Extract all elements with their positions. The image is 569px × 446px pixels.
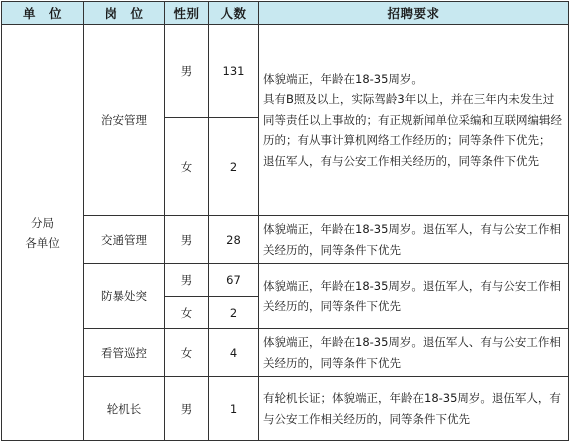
unit-line-1: 分局 bbox=[31, 215, 54, 230]
table-row bbox=[2, 264, 569, 297]
requirements-cell bbox=[259, 25, 569, 216]
gender-cell: 男 bbox=[165, 264, 209, 297]
count-cell: 28 bbox=[209, 216, 259, 264]
unit-line-2: 各单位 bbox=[25, 235, 60, 250]
header-count: 人数 bbox=[209, 2, 259, 25]
header-gender: 性别 bbox=[165, 2, 209, 25]
table-row bbox=[2, 377, 569, 441]
post-cell-traffic: 交通管理 bbox=[84, 216, 165, 264]
gender-cell: 男 bbox=[165, 25, 209, 118]
requirement-line: 具有B照及以上，实际驾龄3年以上，并在三年内未发生过同等责任以上事故的；有正规新闻单位采编和互联网编辑经历的；有从事计算机网络工作经历的；同等条件下优先； bbox=[263, 92, 562, 148]
header-unit: 单 位 bbox=[2, 2, 84, 25]
count-cell: 131 bbox=[209, 25, 259, 118]
recruitment-table bbox=[1, 1, 569, 441]
table-row bbox=[2, 329, 569, 377]
gender-cell: 男 bbox=[165, 216, 209, 264]
post-cell-riot: 防暴处突 bbox=[84, 264, 165, 329]
count-cell: 2 bbox=[209, 118, 259, 216]
requirements-cell: 体貌端正，年龄在18-35周岁。退伍军人、有与公安工作相关经历的，同等条件下优先 bbox=[259, 329, 569, 377]
requirement-line: 体貌端正，年龄在18-35周岁。 bbox=[263, 71, 423, 86]
requirement-line: 退伍军人，有与公安工作相关经历的，同等条件下优先 bbox=[263, 153, 539, 168]
requirements-cell: 体貌端正，年龄在18-35周岁。退伍军人，有与公安工作相关经历的，同等条件下优先 bbox=[259, 216, 569, 264]
header-requirements: 招聘要求 bbox=[259, 2, 569, 25]
table-row bbox=[2, 216, 569, 264]
gender-cell: 女 bbox=[165, 118, 209, 216]
unit-cell bbox=[2, 25, 84, 441]
gender-cell: 女 bbox=[165, 329, 209, 377]
gender-cell: 女 bbox=[165, 297, 209, 329]
gender-cell: 男 bbox=[165, 377, 209, 441]
table-row bbox=[2, 25, 569, 118]
header-post: 岗 位 bbox=[84, 2, 165, 25]
requirements-cell: 体貌端正，年龄在18-35周岁。退伍军人，有与公安工作相关经历的，同等条件下优先 bbox=[259, 264, 569, 329]
requirements-cell: 有轮机长证；体貌端正，年龄在18-35周岁。退伍军人，有与公安工作相关经历的，同等条件下优先 bbox=[259, 377, 569, 441]
count-cell: 1 bbox=[209, 377, 259, 441]
count-cell: 2 bbox=[209, 297, 259, 329]
post-cell-public-security: 治安管理 bbox=[84, 25, 165, 216]
count-cell: 4 bbox=[209, 329, 259, 377]
post-cell-custody: 看管巡控 bbox=[84, 329, 165, 377]
count-cell: 67 bbox=[209, 264, 259, 297]
post-cell-chief-engineer: 轮机长 bbox=[84, 377, 165, 441]
header-row bbox=[2, 2, 569, 25]
